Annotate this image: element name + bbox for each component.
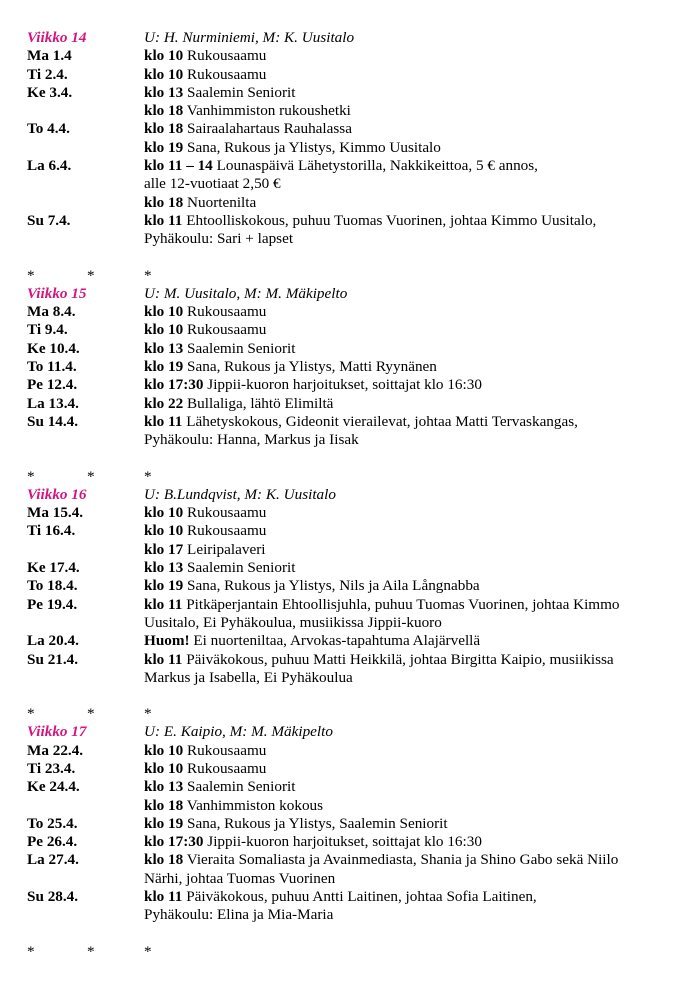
event-text: Sana, Rukous ja Ylistys, Kimmo Uusitalo: [187, 138, 441, 156]
event-text: Saalemin Seniorit: [187, 339, 296, 357]
day-label: [27, 102, 144, 120]
day-label: Su 21.4.: [27, 650, 79, 668]
day-label: La 20.4.: [27, 632, 79, 650]
event-time: klo 17: [144, 540, 184, 558]
week-block: [27, 486, 687, 687]
week-block: [27, 285, 687, 450]
day-label: To 18.4.: [27, 577, 78, 595]
event-text: Nuortenilta: [187, 193, 257, 211]
day-label: Pe 26.4.: [27, 833, 78, 851]
event-time: klo 11: [144, 211, 183, 229]
week-header: [27, 723, 687, 741]
week-block: [27, 29, 687, 249]
event-text: Rukousaamu: [187, 504, 267, 522]
event: [144, 212, 687, 249]
event-text: Päiväkokous, puhuu Antti Laitinen, johtaa Sofia Laitinen, Pyhäkoulu: Elina ja Mia-Maria: [144, 888, 537, 924]
day-label: Ti 9.4.: [27, 321, 68, 339]
event-text: Sana, Rukous ja Ylistys, Matti Ryynänen: [187, 358, 437, 376]
schedule-row: [27, 504, 687, 522]
event-time: klo 17:30: [144, 376, 204, 394]
event-time: klo 10: [144, 321, 184, 339]
schedule-row: [27, 651, 687, 688]
event-time: klo 10: [144, 522, 184, 540]
event: [144, 596, 687, 633]
week-staff: U: B.Lundqvist, M: K. Uusitalo: [144, 485, 336, 503]
week-staff: U: M. Uusitalo, M: M. Mäkipelto: [144, 284, 348, 302]
schedule-row: [27, 358, 687, 376]
schedule-row: [27, 778, 687, 796]
separator-star: *: [144, 942, 152, 960]
schedule-row: [27, 888, 687, 925]
event-text: Rukousaamu: [187, 741, 267, 759]
event-text: Rukousaamu: [187, 65, 267, 83]
separator: [27, 267, 687, 285]
event: [144, 303, 687, 321]
day-label: Ke 10.4.: [27, 339, 80, 357]
day-label: [27, 194, 144, 212]
event-time: klo 10: [144, 65, 184, 83]
day-label: Su 28.4.: [27, 888, 79, 906]
event-text: Lounaspäivä Lähetystorilla, Nakkikeittoa, 5 € annos, alle 12-vuotiaat 2,50 €: [144, 157, 538, 193]
day-label: To 25.4.: [27, 814, 78, 832]
schedule-row: [27, 102, 687, 120]
day-label: Ma 22.4.: [27, 741, 84, 759]
event-time: klo 10: [144, 759, 184, 777]
event: [144, 413, 687, 450]
separator-star: *: [87, 266, 95, 284]
schedule-row: [27, 596, 687, 633]
event-text: Ei nuorteniltaa, Arvokas-tapahtuma Alajärvellä: [193, 632, 481, 650]
day-label: Ti 16.4.: [27, 522, 76, 540]
event-time: klo 10: [144, 47, 184, 65]
day-label: Pe 12.4.: [27, 376, 78, 394]
event: [144, 760, 687, 778]
separator-star: *: [27, 266, 35, 284]
schedule-document: [27, 29, 687, 961]
week-title: Viikko 15: [27, 284, 87, 302]
event: [144, 157, 687, 194]
event-text: Sana, Rukous ja Ylistys, Saalemin Seniorit: [187, 814, 448, 832]
week-header: [27, 486, 687, 504]
event-text: Jippii-kuoron harjoitukset, soittajat klo 16:30: [207, 833, 482, 851]
schedule-row: [27, 851, 687, 888]
schedule-row: [27, 833, 687, 851]
event-text: Ehtoolliskokous, puhuu Tuomas Vuorinen, johtaa Kimmo Uusitalo, Pyhäkoulu: Sari + lapset: [144, 211, 597, 248]
event-time: klo 11: [144, 412, 183, 430]
day-label: Ma 15.4.: [27, 504, 84, 522]
event-text: Rukousaamu: [187, 303, 267, 321]
week-header: [27, 285, 687, 303]
day-label: [27, 139, 144, 157]
event-time: klo 10: [144, 303, 184, 321]
event-text: Jippii-kuoron harjoitukset, soittajat klo 16:30: [207, 376, 482, 394]
event-time: klo 13: [144, 778, 184, 796]
separator: [27, 468, 687, 486]
event-text: Rukousaamu: [187, 759, 267, 777]
event-text: Vanhimmiston kokous: [186, 796, 324, 814]
day-label: To 11.4.: [27, 358, 77, 376]
separator-star: *: [87, 467, 95, 485]
event-text: Rukousaamu: [187, 47, 267, 65]
event: [144, 358, 687, 376]
separator-star: *: [27, 705, 35, 723]
event: [144, 815, 687, 833]
separator-star: *: [144, 467, 152, 485]
event: [144, 84, 687, 102]
day-label: La 6.4.: [27, 157, 72, 175]
event-time: klo 11: [144, 888, 183, 906]
event: [144, 577, 687, 595]
separator-star: *: [144, 266, 152, 284]
event-time: klo 19: [144, 814, 184, 832]
schedule-row: [27, 522, 687, 540]
week-block: [27, 723, 687, 924]
schedule-row: [27, 66, 687, 84]
event: [144, 340, 687, 358]
day-label: Ma 1.4: [27, 47, 72, 65]
event-time: klo 10: [144, 741, 184, 759]
event-time: klo 13: [144, 83, 184, 101]
event: [144, 851, 687, 888]
event-time: klo 22: [144, 394, 184, 412]
event-text: Sairaalahartaus Rauhalassa: [187, 120, 352, 138]
event-time: klo 19: [144, 358, 184, 376]
event: [144, 47, 687, 65]
schedule-row: [27, 413, 687, 450]
event-time: klo 19: [144, 138, 184, 156]
event-text: Saalemin Seniorit: [187, 83, 296, 101]
separator-star: *: [27, 467, 35, 485]
week-title: Viikko 16: [27, 485, 87, 503]
day-label: [27, 541, 144, 559]
schedule-row: [27, 139, 687, 157]
day-label: Ke 3.4.: [27, 83, 73, 101]
event-time: klo 13: [144, 339, 184, 357]
schedule-row: [27, 157, 687, 194]
event-time: klo 17:30: [144, 833, 204, 851]
day-label: Ma 8.4.: [27, 303, 76, 321]
schedule-row: [27, 340, 687, 358]
event-time: klo 11: [144, 650, 183, 668]
separator: [27, 943, 687, 961]
event-time: klo 11: [144, 595, 183, 613]
separator-star: *: [87, 705, 95, 723]
event-text: Pitkäperjantain Ehtoollisjuhla, puhuu Tuomas Vuorinen, johtaa Kimmo Uusitalo, Ei Pyhäkoulua, musiikissa Jippii-kuoro: [144, 595, 620, 631]
schedule-row: [27, 212, 687, 249]
event: [144, 651, 687, 688]
event: [144, 376, 687, 394]
event-time: klo 18: [144, 193, 184, 211]
event: [144, 120, 687, 138]
schedule-row: [27, 194, 687, 212]
event: [144, 395, 687, 413]
schedule-row: [27, 632, 687, 650]
schedule-row: [27, 742, 687, 760]
week-title: Viikko 17: [27, 723, 87, 741]
week-title: Viikko 14: [27, 29, 87, 46]
schedule-row: [27, 120, 687, 138]
schedule-row: [27, 47, 687, 65]
event: [144, 797, 687, 815]
separator-star: *: [27, 942, 35, 960]
event-time: klo 11 – 14: [144, 157, 213, 175]
day-label: Pe 19.4.: [27, 595, 78, 613]
schedule-row: [27, 376, 687, 394]
separator-star: *: [144, 705, 152, 723]
event-time: klo 18: [144, 851, 184, 869]
day-label: [27, 797, 144, 815]
day-label: Ke 17.4.: [27, 559, 80, 577]
event: [144, 559, 687, 577]
event-text: Vanhimmiston rukoushetki: [186, 102, 351, 120]
event-text: Lähetyskokous, Gideonit vierailevat, johtaa Matti Tervaskangas, Pyhäkoulu: Hanna, Markus ja Iisak: [144, 412, 578, 449]
week-header: [27, 29, 687, 47]
event: [144, 778, 687, 796]
separator-star: *: [87, 942, 95, 960]
event-text: Saalemin Seniorit: [187, 778, 296, 796]
event: [144, 742, 687, 760]
day-label: Ti 23.4.: [27, 759, 76, 777]
day-label: To 4.4.: [27, 120, 70, 138]
schedule-row: [27, 760, 687, 778]
day-label: Ti 2.4.: [27, 65, 68, 83]
schedule-row: [27, 797, 687, 815]
event-text: Rukousaamu: [187, 321, 267, 339]
event-time: klo 19: [144, 577, 184, 595]
schedule-row: [27, 84, 687, 102]
week-staff: U: E. Kaipio, M: M. Mäkipelto: [144, 723, 333, 741]
schedule-row: [27, 559, 687, 577]
event: [144, 888, 687, 925]
event: [144, 504, 687, 522]
day-label: La 13.4.: [27, 394, 79, 412]
event: [144, 522, 687, 540]
schedule-row: [27, 541, 687, 559]
event: [144, 139, 687, 157]
schedule-row: [27, 303, 687, 321]
day-label: Su 14.4.: [27, 412, 79, 430]
event: [144, 632, 687, 650]
event-time: klo 13: [144, 559, 184, 577]
day-label: La 27.4.: [27, 851, 79, 869]
event-text: Bullaliga, lähtö Elimiltä: [187, 394, 334, 412]
event: [144, 66, 687, 84]
event: [144, 102, 687, 120]
event-text: Leiripalaveri: [187, 540, 266, 558]
event: [144, 833, 687, 851]
day-label: Ke 24.4.: [27, 778, 80, 796]
event-time: klo 10: [144, 504, 184, 522]
event-text: Vieraita Somaliasta ja Avainmediasta, Shania ja Shino Gabo sekä Niilo Närhi, johtaa Tuomas Vuorinen: [144, 851, 619, 887]
schedule-row: [27, 321, 687, 339]
event: [144, 321, 687, 339]
separator: [27, 705, 687, 723]
event-text: Rukousaamu: [187, 522, 267, 540]
schedule-row: [27, 395, 687, 413]
event: [144, 541, 687, 559]
event: [144, 194, 687, 212]
event-time: klo 18: [144, 102, 184, 120]
event-time: klo 18: [144, 120, 184, 138]
event-text: Päiväkokous, puhuu Matti Heikkilä, johtaa Birgitta Kaipio, musiikissa Markus ja Isabella, Ei Pyhäkoulua: [144, 650, 614, 686]
week-staff: U: H. Nurminiemi, M: K. Uusitalo: [144, 29, 355, 46]
day-label: Su 7.4.: [27, 211, 71, 229]
event-text: Saalemin Seniorit: [187, 559, 296, 577]
schedule-row: [27, 815, 687, 833]
event-time: klo 18: [144, 796, 184, 814]
event-time: Huom!: [144, 632, 190, 650]
schedule-row: [27, 577, 687, 595]
event-text: Sana, Rukous ja Ylistys, Nils ja Aila Långnabba: [187, 577, 480, 595]
